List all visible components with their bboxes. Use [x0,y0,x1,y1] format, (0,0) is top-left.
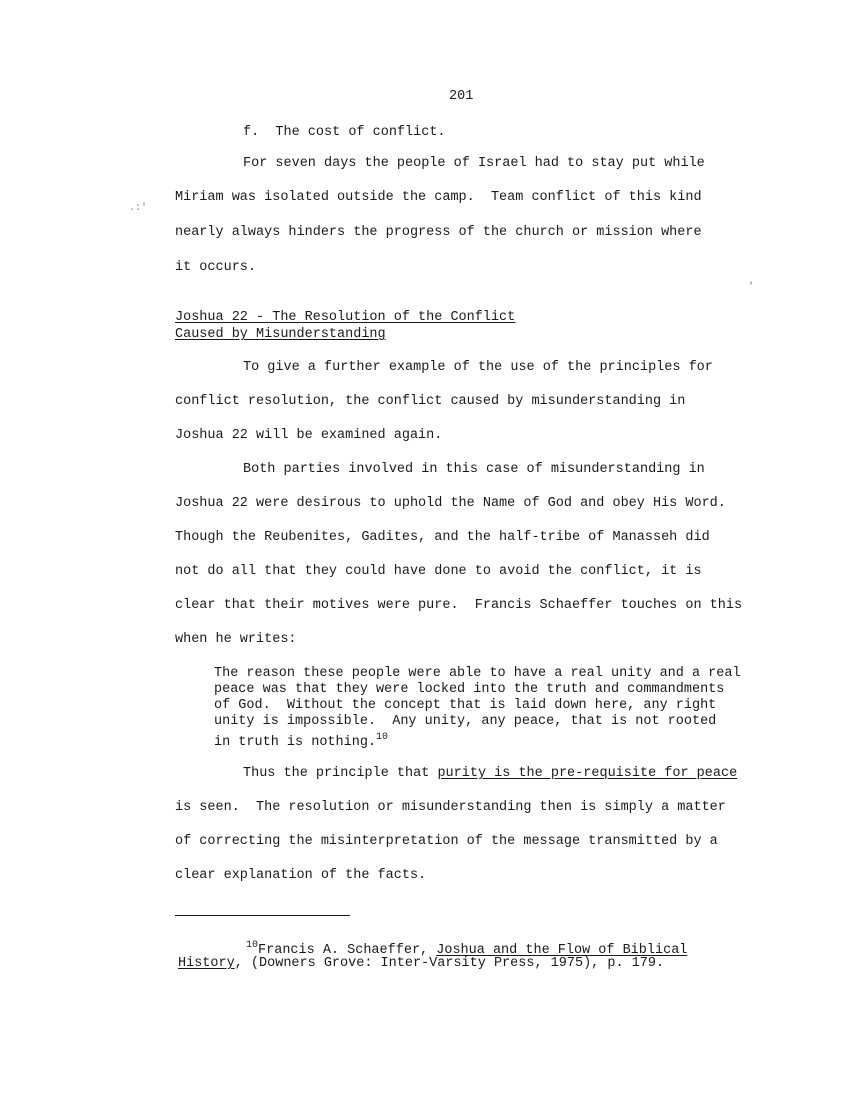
footnote-title-continued: History [178,956,235,971]
footnote-separator [175,915,350,916]
text-line: For seven days the people of Israel had to stay put while [243,156,705,171]
footnote-line [178,956,664,972]
footnote-author: Francis A. Schaeffer, [258,943,437,958]
text-line: not do all that they could have done to avoid the conflict, it is [175,564,702,579]
text-line: Miriam was isolated outside the camp. Team conflict of this kind [175,190,702,205]
quote-line [214,730,388,751]
quote-line: of God. Without the concept that is laid down here, any right [214,698,717,713]
text-line: when he writes: [175,632,297,647]
text-line: clear that their motives were pure. Francis Schaeffer touches on this [175,598,743,613]
footnote-title: Joshua and the Flow of Biblical [436,943,688,958]
section-heading-line: Caused by Misunderstanding [175,327,386,342]
subsection-heading: f. The cost of conflict. [243,125,446,140]
quote-last-text: in truth is nothing. [214,735,377,750]
text-line: nearly always hinders the progress of the church or mission where [175,225,702,240]
text-line: To give a further example of the use of the principles for [243,360,713,375]
text-line: Joshua 22 were desirous to uphold the Name of God and obey His Word. [175,496,726,511]
text-line: Both parties involved in this case of misunderstanding in [243,462,705,477]
scan-speck-right: ' [748,282,755,293]
text-line: Though the Reubenites, Gadites, and the half-tribe of Manasseh did [175,530,710,545]
footnote-publication: , (Downers Grove: Inter-Varsity Press, 1975), p. 179. [234,956,665,971]
section-heading-line: Joshua 22 - The Resolution of the Conflict [175,310,516,325]
quote-line: peace was that they were locked into the truth and commandments [214,682,725,697]
footnote-marker: 10 [246,940,259,951]
emphasis-underlined: purity is the pre-requisite for peace [437,766,738,781]
text-line: Joshua 22 will be examined again. [175,428,443,443]
text-line: conflict resolution, the conflict caused by misunderstanding in [175,394,686,409]
page-number: 201 [449,89,474,104]
text-fragment: Thus the principle that [243,766,438,781]
text-line: of correcting the misinterpretation of the message transmitted by a [175,834,718,849]
quote-line: The reason these people were able to have a real unity and a real [214,666,741,681]
footnote-reference: 10 [376,732,389,743]
scan-speck-left: .:' [129,203,148,214]
text-line: it occurs. [175,260,257,275]
text-line [243,766,737,782]
quote-line: unity is impossible. Any unity, any peace, that is not rooted [214,714,717,729]
text-line: is seen. The resolution or misunderstanding then is simply a matter [175,800,726,815]
text-line: clear explanation of the facts. [175,868,427,883]
